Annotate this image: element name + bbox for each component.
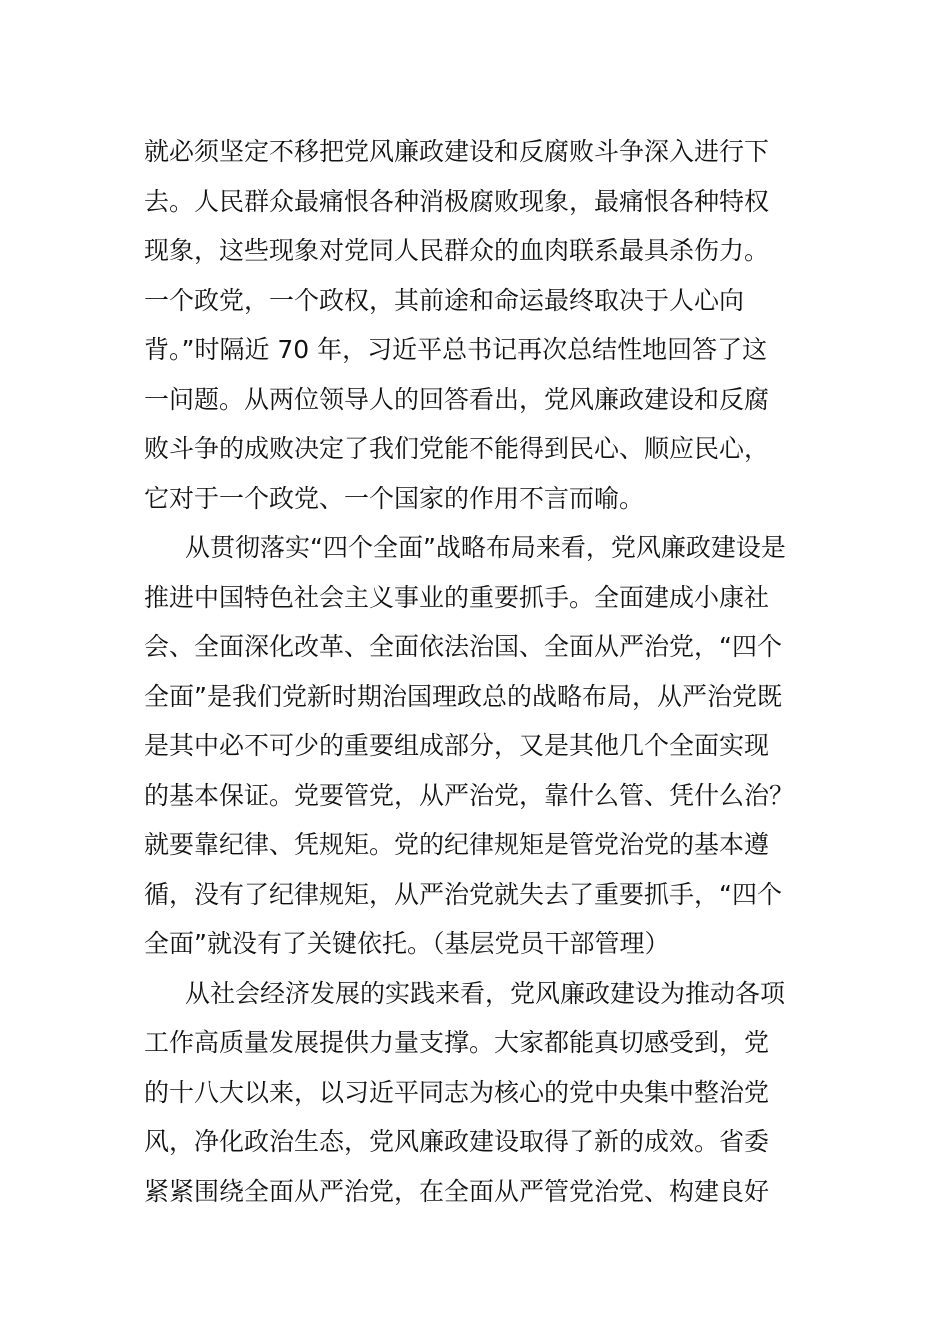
text-line: 现象，这些现象对党同人民群众的血肉联系最具杀伤力。: [144, 236, 770, 265]
text-line: 去。人民群众最痛恨各种消极腐败现象，最痛恨各种特权: [144, 186, 770, 216]
text-line: 一问题。从两位领导人的回答看出，党风廉政建设和反腐: [144, 384, 770, 414]
text-line: 就要靠纪律、凭规矩。党的纪律规矩是管党治党的基本遵: [144, 830, 770, 859]
paragraph-start-line: 从社会经济发展的实践来看，党风廉政建设为推动各项: [185, 978, 786, 1008]
text-line: 风，净化政治生态，党风廉政建设取得了新的成效。省委: [144, 1127, 770, 1156]
text-line: 会、全面深化改革、全面依法治国、全面从严治党，“四个: [144, 632, 782, 661]
text-line: 一个政党，一个政权，其前途和命运最终取决于人心向: [144, 285, 745, 315]
text-line: 的基本保证。党要管党，从严治党，靠什么管、凭什么治？: [144, 780, 795, 810]
text-line: 紧紧围绕全面从严治党，在全面从严管党治党、构建良好: [144, 1176, 770, 1206]
text-line: 全面”是我们党新时期治国理政总的战略布局，从严治党既: [144, 681, 782, 711]
text-line: 的十八大以来，以习近平同志为核心的党中央集中整治党: [144, 1077, 770, 1107]
paragraph-start-line: 从贯彻落实“四个全面”战略布局来看，党风廉政建设是: [185, 533, 786, 562]
text-line: 它对于一个政党、一个国家的作用不言而喻。: [144, 483, 645, 513]
text-line: 背。”时隔近 70 年，习近平总书记再次总结性地回答了这: [144, 335, 768, 364]
text-line: 循，没有了纪律规矩，从严治党就失去了重要抓手，“四个: [144, 879, 782, 909]
text-line: 工作高质量发展提供力量支撑。大家都能真切感受到，党: [144, 1028, 770, 1057]
text-line: 败斗争的成败决定了我们党能不能得到民心、顺应民心，: [144, 434, 770, 463]
text-line: 就必须坚定不移把党风廉政建设和反腐败斗争深入进行下: [144, 137, 770, 166]
text-line: 推进中国特色社会主义事业的重要抓手。全面建成小康社: [144, 582, 770, 612]
body-text: [144, 127, 814, 1216]
text-line: 是其中必不可少的重要组成部分，又是其他几个全面实现: [144, 731, 770, 760]
text-line: 全面”就没有了关键依托。（基层党员干部管理）: [144, 929, 670, 958]
